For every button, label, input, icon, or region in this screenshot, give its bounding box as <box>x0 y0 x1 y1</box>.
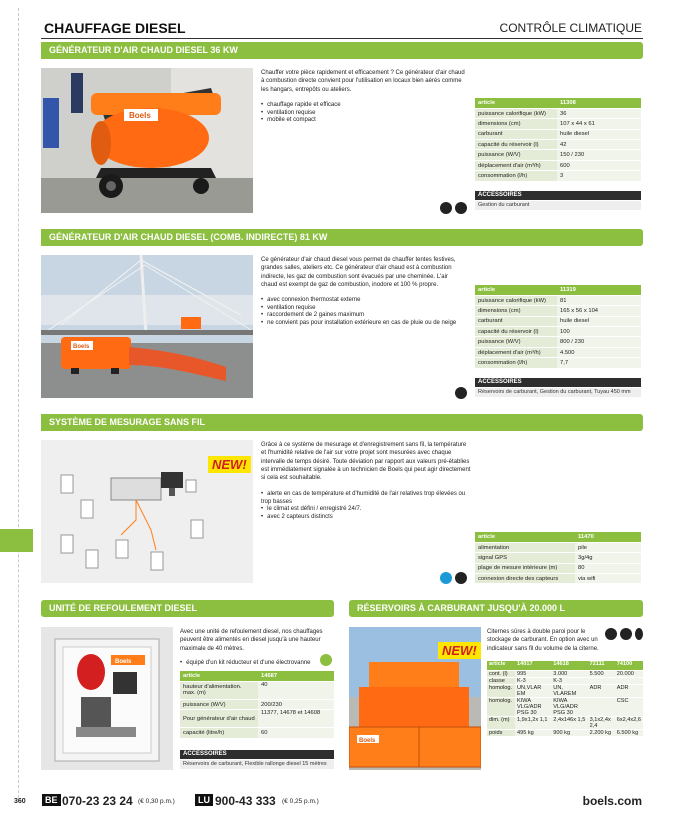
wireless-features <box>261 491 473 521</box>
spec-value: 7,7 <box>557 358 641 368</box>
res-value: 495 kg <box>515 729 551 736</box>
heater-36kw-features <box>261 102 461 125</box>
spec-value: 36 <box>557 108 641 118</box>
spec-key: connexion directe des capteurs <box>475 574 575 584</box>
spec-key: capacité du réservoir (l) <box>475 327 557 337</box>
wireless-description: Grâce à ce système de mesurage et d'enregistrement sans fil, la température et l'humidité relative de l'air sur votre projet sont mesurées avec chaque intervalle de temps désiré. Toute déviation par rapport aux valeurs pré-établies est immédiatement signalée à un technicien de Boels qui peut agir directement si cela est souhaitable. <box>261 442 471 482</box>
res-value: KIWA VLG/ADR PSG 30 <box>515 697 551 716</box>
spec-value: 4.500 <box>557 347 641 357</box>
res-key: poids <box>487 729 515 736</box>
footer-lu-rate: (€ 0,25 p.m.) <box>282 798 319 805</box>
spec-key: carburant <box>475 129 557 139</box>
spec-value: 60 <box>258 728 334 738</box>
page-title: CHAUFFAGE DIESEL <box>44 20 186 36</box>
res-value: 6.500 kg <box>615 729 643 736</box>
spec-value: 80 <box>575 563 641 573</box>
res-value: ADR <box>588 684 615 697</box>
res-value <box>615 677 643 684</box>
fuel-tanks-description: Citernes sûres à double paroi pour le stockage de carburant. En option avec un indicateur sans fil du volume de la citerne. <box>487 629 599 652</box>
section-bar-wireless-measuring: SYSTÈME DE MESURAGE SANS FIL <box>41 414 643 431</box>
res-value: 1,9x1,2x 1,1 <box>515 716 551 729</box>
heater-36kw-description: Chauffer votre pièce rapidement et efficacement ? Ce générateur d'air chaud à combustion directe convient pour l'utilisation en locaux bien aérés comme les hangars, entrepôts ou ateliers. <box>261 70 465 93</box>
spec-head-value: 11470 <box>575 532 641 542</box>
new-badge: NEW! <box>438 642 481 659</box>
spec-key: puissance (W/V) <box>475 337 557 347</box>
spec-head-label: article <box>475 98 557 108</box>
spec-value: 200/230 <box>258 699 334 709</box>
fuel-gun-icon <box>440 202 452 214</box>
spec-value: 107 x 44 x 61 <box>557 119 641 129</box>
heater-81kw-accessories-text[interactable]: Réservoirs de carburant, Gestion du carburant, Tuyau 450 mm <box>475 388 641 397</box>
feature-item: • alerte en cas de température et d'humidité de l'air relatives trop élevées ou trop basses <box>261 491 473 506</box>
heater-81kw-description: Ce générateur d'air chaud diesel vous permet de chauffer tentes festives, grandes salles, ateliers etc. Ce générateur d'air chaud est à combustion indirecte, les gaz de combustion sont évacués par une cheminée. L'air chaud est exempt de gaz de combustion, inodore et 100 % propre. <box>261 257 456 288</box>
res-value: UN, VLAREM <box>551 684 587 697</box>
feature-item: • le climat est défini / enregistré 24/7. <box>261 506 473 514</box>
fuel-gun-icon <box>455 572 467 584</box>
spec-value: huile diesel <box>557 316 641 326</box>
footer-website[interactable]: boels.com <box>582 794 642 808</box>
heater-81kw-accessories-title: ACCESSOIRES <box>475 378 641 387</box>
side-tab <box>0 529 33 552</box>
feature-item: • ventilation requise <box>261 305 471 313</box>
page-number: 360 <box>14 798 26 805</box>
spec-key: puissance (W/V) <box>475 150 557 160</box>
res-value: 2.200 kg <box>588 729 615 736</box>
res-key: cont. (l) <box>487 670 515 677</box>
spec-value: 3 <box>557 171 641 181</box>
spec-value: huile diesel <box>557 129 641 139</box>
spec-key: signal GPS <box>475 553 575 563</box>
res-value: ADR <box>615 684 643 697</box>
spec-value: 165 x 56 x 104 <box>557 306 641 316</box>
spec-key: carburant <box>475 316 557 326</box>
left-margin-line <box>18 8 19 798</box>
spec-key: puissance calorifique (kW) <box>475 108 557 118</box>
spec-head-value: 11319 <box>557 285 641 295</box>
heater-81kw-features <box>261 297 471 327</box>
spec-key: capacité du réservoir (l) <box>475 140 557 150</box>
heater-36kw-accessories-title: ACCESSOIRES <box>475 191 641 200</box>
spec-key: consommation (l/h) <box>475 358 557 368</box>
tools-icon <box>635 628 643 640</box>
spec-key: consommation (l/h) <box>475 171 557 181</box>
res-value: 3,1x2,4x 2,4 <box>588 716 615 729</box>
res-head-article: 74100 <box>615 661 643 670</box>
res-head-article: 72111 <box>588 661 615 670</box>
res-value <box>588 677 615 684</box>
spec-key: déplacement d'air (m³/h) <box>475 347 557 357</box>
res-value: KIWA VLG/ADR PSG 30 <box>551 697 587 716</box>
feature-item: • équipé d'un kit réducteur et d'une électrovanne <box>180 660 340 668</box>
header-rule <box>41 38 643 39</box>
res-value: CSC <box>615 697 643 716</box>
pump-unit-features <box>180 660 340 668</box>
res-value: K-3 <box>515 677 551 684</box>
spec-key: alimentation <box>475 542 575 552</box>
plug-icon <box>320 654 332 666</box>
feature-item: • mobile et compact <box>261 117 461 125</box>
res-key: classe <box>487 677 515 684</box>
res-value: K-3 <box>551 677 587 684</box>
section-bar-diesel-pump-unit: UNITÉ DE REFOULEMENT DIESEL <box>41 600 334 617</box>
pump-unit-spec-table <box>180 671 334 739</box>
footer-be-phone[interactable]: 070-23 23 24 <box>62 794 133 808</box>
res-head-article: 14017 <box>515 661 551 670</box>
pump-unit-accessories-text[interactable]: Réservoirs de carburant, Flexible rallonge diesel 15 mètres <box>180 760 334 769</box>
section-bar-fuel-tanks: RÉSERVOIRS À CARBURANT JUSQU'À 20.000 L <box>349 600 643 617</box>
plug-icon <box>440 572 452 584</box>
diesel-pump-unit-image <box>41 627 173 770</box>
res-value: 6x2,4x2,6 <box>615 716 643 729</box>
res-key: homolog. <box>487 684 515 697</box>
feature-item: • chauffage rapide et efficace <box>261 102 461 110</box>
pump-unit-logo: Boels <box>115 659 132 665</box>
fuel-gun-icon <box>455 387 467 399</box>
wireless-spec-table <box>475 532 641 584</box>
feature-item: • avec connexion thermostat externe <box>261 297 471 305</box>
spec-head-value: 14687 <box>258 671 334 681</box>
spec-key: hauteur d'alimentation. max. (m) <box>180 681 258 699</box>
heater-81kw-logo: Boels <box>73 344 90 350</box>
spec-key: plage de mesure intérieure (m) <box>475 563 575 573</box>
pump-unit-accessories-title: ACCESSOIRES <box>180 750 334 759</box>
res-key: dim. (m) <box>487 716 515 729</box>
spec-value: 40 <box>258 681 334 699</box>
heater-36kw-logo: Boels <box>129 111 151 120</box>
new-badge: NEW! <box>208 456 251 473</box>
spec-key: Pour générateur d'air chaud <box>180 710 258 728</box>
section-bar-heater-81kw: GÉNÉRATEUR D'AIR CHAUD DIESEL (COMB. INDIRECTE) 81 KW <box>41 229 643 246</box>
res-head-label: article <box>487 661 515 670</box>
spec-key: puissance calorifique (kW) <box>475 295 557 305</box>
spec-key: puissance (W/V) <box>180 699 258 709</box>
feature-item: • ne convient pas pour installation extérieure en cas de pluie ou de neige <box>261 320 471 328</box>
heater-81kw-image <box>41 255 253 398</box>
spec-value: via wifi <box>575 574 641 584</box>
spec-value: 150 / 230 <box>557 150 641 160</box>
footer-lu-phone[interactable]: 900-43 333 <box>215 794 276 808</box>
footer-be-code: BE <box>42 794 61 806</box>
res-key: homolog. <box>487 697 515 716</box>
res-value: 3.000 <box>551 670 587 677</box>
spec-head-label: article <box>475 285 557 295</box>
feature-item: • avec 2 capteurs distincts <box>261 514 473 522</box>
spec-value: 11377, 14678 et 14608 <box>258 710 334 728</box>
spec-head-value: 11308 <box>557 98 641 108</box>
res-value: 2,4x146x 1,5 <box>551 716 587 729</box>
res-value: UN,VLAR EM <box>515 684 551 697</box>
spec-head-label: article <box>475 532 575 542</box>
fuel-tanks-spec-table <box>487 661 643 737</box>
spec-head-label: article <box>180 671 258 681</box>
heater-36kw-image <box>41 68 253 213</box>
tools-icon <box>455 202 467 214</box>
heater-36kw-spec-table <box>475 98 641 182</box>
spec-key: dimensions (cm) <box>475 306 557 316</box>
feature-item: • ventilation requise <box>261 110 461 118</box>
spec-value: pile <box>575 542 641 552</box>
spec-value: 81 <box>557 295 641 305</box>
res-value <box>588 697 615 716</box>
spec-value: 600 <box>557 160 641 170</box>
res-value: 995 <box>515 670 551 677</box>
section-bar-heater-36kw: GÉNÉRATEUR D'AIR CHAUD DIESEL 36 KW <box>41 42 643 59</box>
spec-key: capacité (litre/h) <box>180 728 258 738</box>
footer-be-rate: (€ 0,30 p.m.) <box>138 798 175 805</box>
heater-36kw-accessories-text[interactable]: Gestion du carburant <box>475 201 641 210</box>
res-value: 900 kg <box>551 729 587 736</box>
spec-key: déplacement d'air (m³/h) <box>475 160 557 170</box>
spec-value: 42 <box>557 140 641 150</box>
spec-value: 800 / 230 <box>557 337 641 347</box>
res-value: 20.000 <box>615 670 643 677</box>
pump-unit-description: Avec une unité de refoulement diesel, nos chauffages peuvent être alimentés en diesel jusqu'à une hauteur maximale de 40 mètres. <box>180 629 323 652</box>
fuel-tank-logo: Boels <box>359 738 376 744</box>
heater-81kw-spec-table <box>475 285 641 369</box>
page-category: CONTRÔLE CLIMATIQUE <box>499 21 642 35</box>
fuel-gun-icon <box>605 628 617 640</box>
feature-item: • raccordement de 2 gaines maximum <box>261 312 471 320</box>
footer-lu-code: LU <box>195 794 213 806</box>
spec-value: 3g/4g <box>575 553 641 563</box>
res-value: 5.500 <box>588 670 615 677</box>
res-head-article: 14618 <box>551 661 587 670</box>
spec-key: dimensions (cm) <box>475 119 557 129</box>
spec-value: 100 <box>557 327 641 337</box>
truck-icon <box>620 628 632 640</box>
